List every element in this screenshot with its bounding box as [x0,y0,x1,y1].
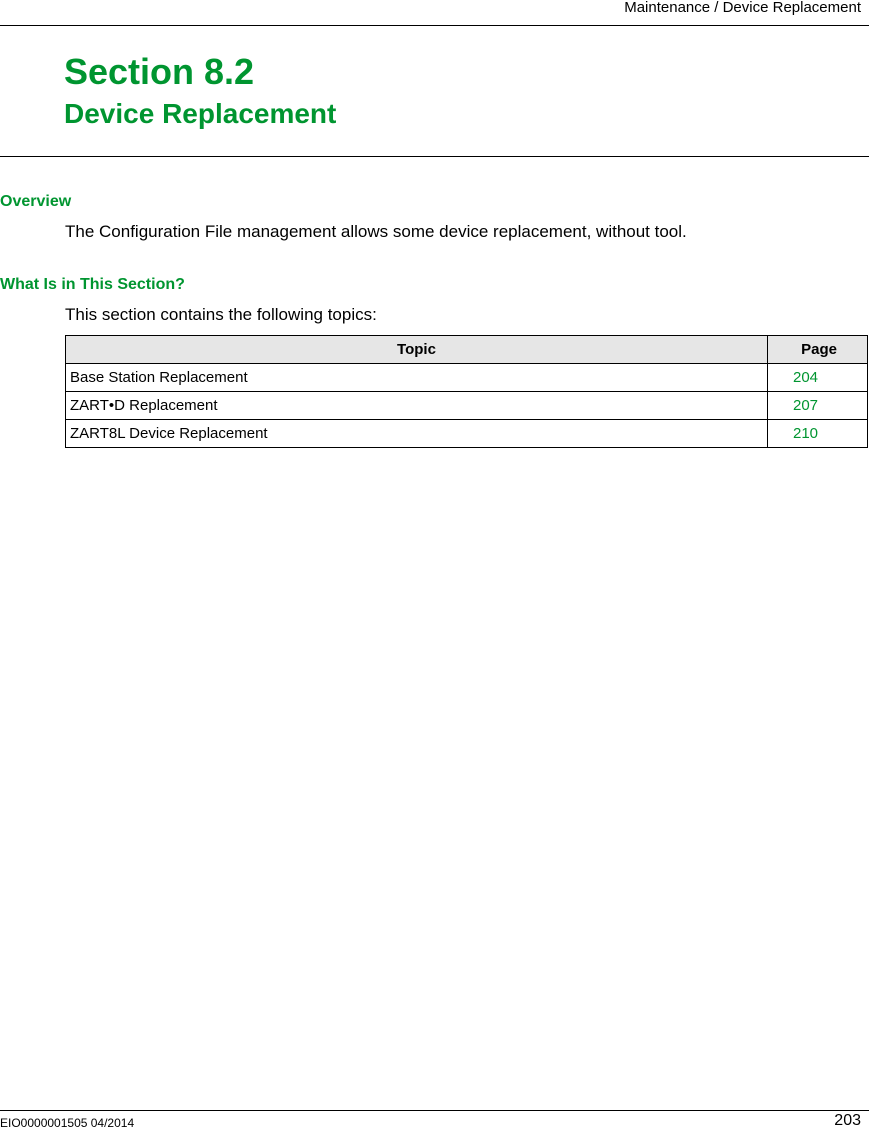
page-link[interactable]: 204 [768,364,868,392]
overview-heading: Overview [0,193,72,210]
table-row [66,392,868,420]
footer-page-number: 203 [834,1112,861,1129]
header-rule [0,25,869,26]
contents-intro: This section contains the following topics: [65,305,377,324]
footer-doc-id: EIO0000001505 04/2014 [0,1116,135,1130]
table-row [66,364,868,392]
section-title: Device Replacement [64,98,337,129]
topics-table [65,335,868,448]
section-number: Section 8.2 [64,51,255,92]
topic-cell: Base Station Replacement [66,364,768,392]
overview-text: The Configuration File management allows some device replacement, without tool. [65,222,687,241]
contents-heading: What Is in This Section? [0,276,185,293]
title-rule [0,156,869,157]
page-link[interactable]: 207 [768,392,868,420]
table-row [66,420,868,448]
topic-cell: ZART•D Replacement [66,392,768,420]
topic-cell: ZART8L Device Replacement [66,420,768,448]
page-link[interactable]: 210 [768,420,868,448]
running-header: Maintenance / Device Replacement [624,0,861,16]
table-header-row [66,336,868,364]
footer-rule [0,1110,869,1111]
topic-column-header: Topic [66,336,768,364]
page-column-header: Page [768,336,868,364]
